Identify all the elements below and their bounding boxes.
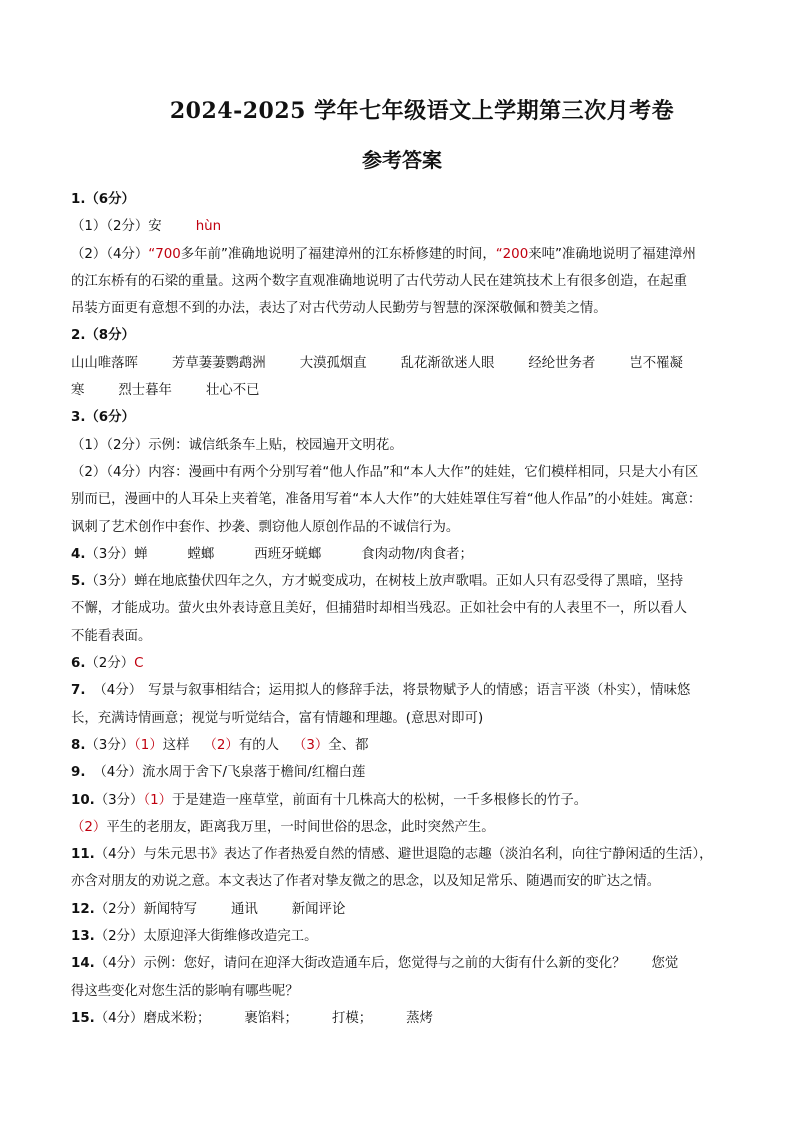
answer-list bbox=[71, 186, 731, 1032]
q4-answer-3: 西班牙蜣螂 bbox=[254, 546, 322, 562]
q11-text1: 与朱元思书》表达了作者热爱自然的情感、避世退隐的志趣（淡泊名利，向往宁静闲适的生活）， bbox=[143, 847, 713, 863]
q1-sub2-line2: 的江东桥有的石梁的重量。这两个数字直观准确地说明了古代劳动人民在建筑技术上有很多创造，在起重 bbox=[71, 273, 687, 289]
q2-number: 2. bbox=[71, 328, 86, 344]
q1-sub1-answer-b: hùn bbox=[195, 219, 222, 235]
q1-sub1 bbox=[71, 213, 731, 240]
q1-sub2-number-200: “200 bbox=[495, 246, 529, 262]
q3-header bbox=[71, 404, 731, 431]
q12-answer-2: 通讯 bbox=[231, 901, 258, 917]
q1-header bbox=[71, 186, 731, 213]
q10-sub2-text: 平生的老朋友，距离我万里，一时间世俗的思念，此时突然产生。 bbox=[106, 819, 495, 835]
q13-row bbox=[71, 923, 731, 950]
q4-answer-4: 食肉动物/肉食者； bbox=[361, 546, 473, 562]
q13-number: 13. bbox=[71, 929, 95, 945]
q10-line2 bbox=[71, 814, 731, 841]
q2-answer-3: 大漠孤烟直 bbox=[299, 355, 367, 371]
q1-score: （6分） bbox=[85, 192, 135, 207]
q10-score: （3分） bbox=[94, 792, 144, 808]
q2-answer-2: 芳草萋萋鹦鹉洲 bbox=[171, 355, 266, 371]
q11-number: 11. bbox=[71, 847, 95, 863]
q8-part2-text: 有的人 bbox=[238, 737, 279, 753]
q1-sub2-text2: 来吨”准确地说明了福建漳州 bbox=[528, 246, 696, 262]
q15-answer-3: 打模； bbox=[331, 1010, 373, 1026]
q2-score: （8分） bbox=[85, 328, 135, 344]
q2-answer-9: 壮心不已 bbox=[205, 383, 260, 399]
q5-score: （3分） bbox=[85, 574, 135, 590]
q12-score: （2分） bbox=[94, 901, 144, 917]
q15-answer-2: 裹馅料； bbox=[244, 1010, 298, 1026]
q9-number: 9. bbox=[71, 765, 86, 781]
q7-score: （4分） bbox=[93, 683, 143, 699]
q10-number: 10. bbox=[71, 792, 95, 808]
q5-line2: 不懈，才能成功。萤火虫外表诗意且美好，但捕猎时却相当残忍。正如社会中有的人表里不一，所以看人 bbox=[71, 601, 687, 617]
q15-answer-1: 磨成米粉； bbox=[143, 1010, 211, 1026]
q13-score: （2分） bbox=[94, 929, 144, 945]
q1-sub1-label: （1）（2分） bbox=[71, 219, 149, 235]
q15-number: 15. bbox=[71, 1010, 95, 1026]
q8-part1-label: （1） bbox=[134, 737, 163, 753]
q3-score: （6分） bbox=[85, 410, 135, 426]
q5-text1: 蝉在地底蛰伏四年之久，方才蜕变成功，在树枝上放声歌唱。正如人只有忍受得了黑暗，坚持 bbox=[134, 574, 684, 590]
q14-text1a: 示例：您好，请问在迎泽大街改造通车后，您觉得与之前的大街有什么新的变化？ bbox=[143, 956, 626, 972]
q9-row bbox=[71, 759, 731, 786]
q4-number: 4. bbox=[71, 546, 86, 562]
q12-row bbox=[71, 896, 731, 923]
q1-number: 1. bbox=[71, 192, 86, 207]
q9-score: （4分） bbox=[93, 765, 143, 781]
q7-line1 bbox=[71, 677, 731, 704]
q1-sub2-line1 bbox=[71, 241, 731, 268]
q1-sub2-number-700: “700 bbox=[148, 246, 181, 262]
q3-sub2-line1: （2）（4分）内容：漫画中有两个分别写着“他人作品”和“本人大作”的娃娃，它们模样相同，只是大小有区 bbox=[71, 464, 699, 480]
q10-line1 bbox=[71, 787, 731, 814]
q9-answer: 流水周于舍下/飞泉落于檐间/红榴白莲 bbox=[142, 765, 366, 781]
q6-answer: C bbox=[134, 656, 144, 672]
q3-sub2-line2: 别而已，漫画中的人耳朵上夹着笔，准备用写着“本人大作”的大娃娃罩住写着“他人作品”的小娃娃。寓意： bbox=[71, 492, 702, 508]
q14-score: （4分） bbox=[94, 956, 144, 972]
q2-answer-1: 山山唯落晖 bbox=[71, 355, 138, 371]
q15-score: （4分） bbox=[94, 1010, 144, 1026]
q6-score: （2分） bbox=[85, 656, 135, 672]
q14-line1 bbox=[71, 950, 731, 977]
q12-answer-1: 新闻特写 bbox=[143, 901, 197, 917]
q12-answer-3: 新闻评论 bbox=[291, 901, 346, 917]
q8-part2-label: （2） bbox=[203, 737, 239, 753]
q8-row bbox=[71, 732, 731, 759]
page-subtitle: 参考答案 bbox=[362, 148, 442, 172]
q10-sub2-label: （2） bbox=[71, 819, 107, 835]
q1-sub2-label: （2）（4分） bbox=[71, 246, 149, 262]
q2-header bbox=[71, 322, 731, 349]
page-title: 2024-2025 学年七年级语文上学期第三次月考卷 bbox=[169, 98, 675, 124]
q13-answer: 太原迎泽大街维修改造完工。 bbox=[143, 929, 318, 945]
q3-number: 3. bbox=[71, 410, 86, 426]
q4-score: （3分） bbox=[85, 546, 135, 562]
q15-answer-4: 蒸烤 bbox=[406, 1010, 433, 1026]
q3-sub2-line3: 讽刺了艺术创作中套作、抄袭、剽窃他人原创作品的不诚信行为。 bbox=[71, 519, 460, 535]
q5-line1 bbox=[71, 568, 731, 595]
q2-answers-line1 bbox=[71, 350, 731, 377]
q11-score: （4分） bbox=[94, 847, 144, 863]
q11-line1 bbox=[71, 841, 731, 868]
q15-row bbox=[71, 1005, 731, 1032]
q1-sub2-text1: 多年前”准确地说明了福建漳州的江东桥修建的时间， bbox=[180, 246, 496, 262]
q2-answer-5: 经纶世务者 bbox=[528, 355, 596, 371]
q2-answer-7: 寒 bbox=[71, 383, 85, 399]
q5-line3: 不能看表面。 bbox=[71, 628, 152, 644]
q3-sub1: （1）（2分）示例：诚信纸条车上贴，校园遍开文明花。 bbox=[71, 437, 403, 453]
q1-sub2-line3: 吊装方面更有意想不到的办法，表达了对古代劳动人民勤劳与智慧的深深敬佩和赞美之情。 bbox=[71, 301, 607, 317]
q14-text1b: 您觉 bbox=[651, 956, 679, 972]
q10-sub1-text: 于是建造一座草堂，前面有十几株高大的松树，一千多根修长的竹子。 bbox=[172, 792, 588, 808]
q8-score: （3分） bbox=[85, 737, 135, 753]
q2-answer-8: 烈士暮年 bbox=[118, 383, 172, 399]
q10-sub1-label: （1） bbox=[143, 792, 173, 808]
q8-part3-label: （3） bbox=[292, 737, 329, 753]
q2-answers-line2 bbox=[71, 377, 731, 404]
q7-text1: 写景与叙事相结合；运用拟人的修辞手法，将景物赋予人的情感；语言平淡（朴实），情味悠 bbox=[148, 683, 691, 699]
q12-number: 12. bbox=[71, 901, 95, 917]
q6-number: 6. bbox=[71, 656, 86, 672]
q1-sub1-answer-a: 安 bbox=[148, 219, 162, 235]
q8-part1-text: 这样 bbox=[162, 737, 190, 753]
q5-number: 5. bbox=[71, 574, 86, 590]
q11-line2: 亦含对朋友的劝说之意。本文表达了作者对挚友微之的思念，以及知足常乐、随遇而安的旷达之情。 bbox=[71, 874, 661, 890]
q7-number: 7. bbox=[71, 683, 86, 699]
q14-number: 14. bbox=[71, 956, 95, 972]
q2-answer-6: 岂不罹凝 bbox=[629, 355, 683, 371]
q8-part3-text: 全、都 bbox=[328, 737, 369, 753]
q8-number: 8. bbox=[71, 737, 86, 753]
q14-line2: 得这些变化对您生活的影响有哪些呢？ bbox=[71, 983, 299, 999]
q4-answer-2: 螳螂 bbox=[187, 546, 215, 562]
q4-answer-1: 蝉 bbox=[134, 546, 148, 562]
q4-row bbox=[71, 541, 731, 568]
q2-answer-4: 乱花渐欲迷人眼 bbox=[400, 355, 495, 371]
q7-line2: 长，充满诗情画意；视觉与听觉结合，富有情趣和理趣。(意思对即可) bbox=[71, 710, 484, 726]
q6-row bbox=[71, 650, 731, 677]
